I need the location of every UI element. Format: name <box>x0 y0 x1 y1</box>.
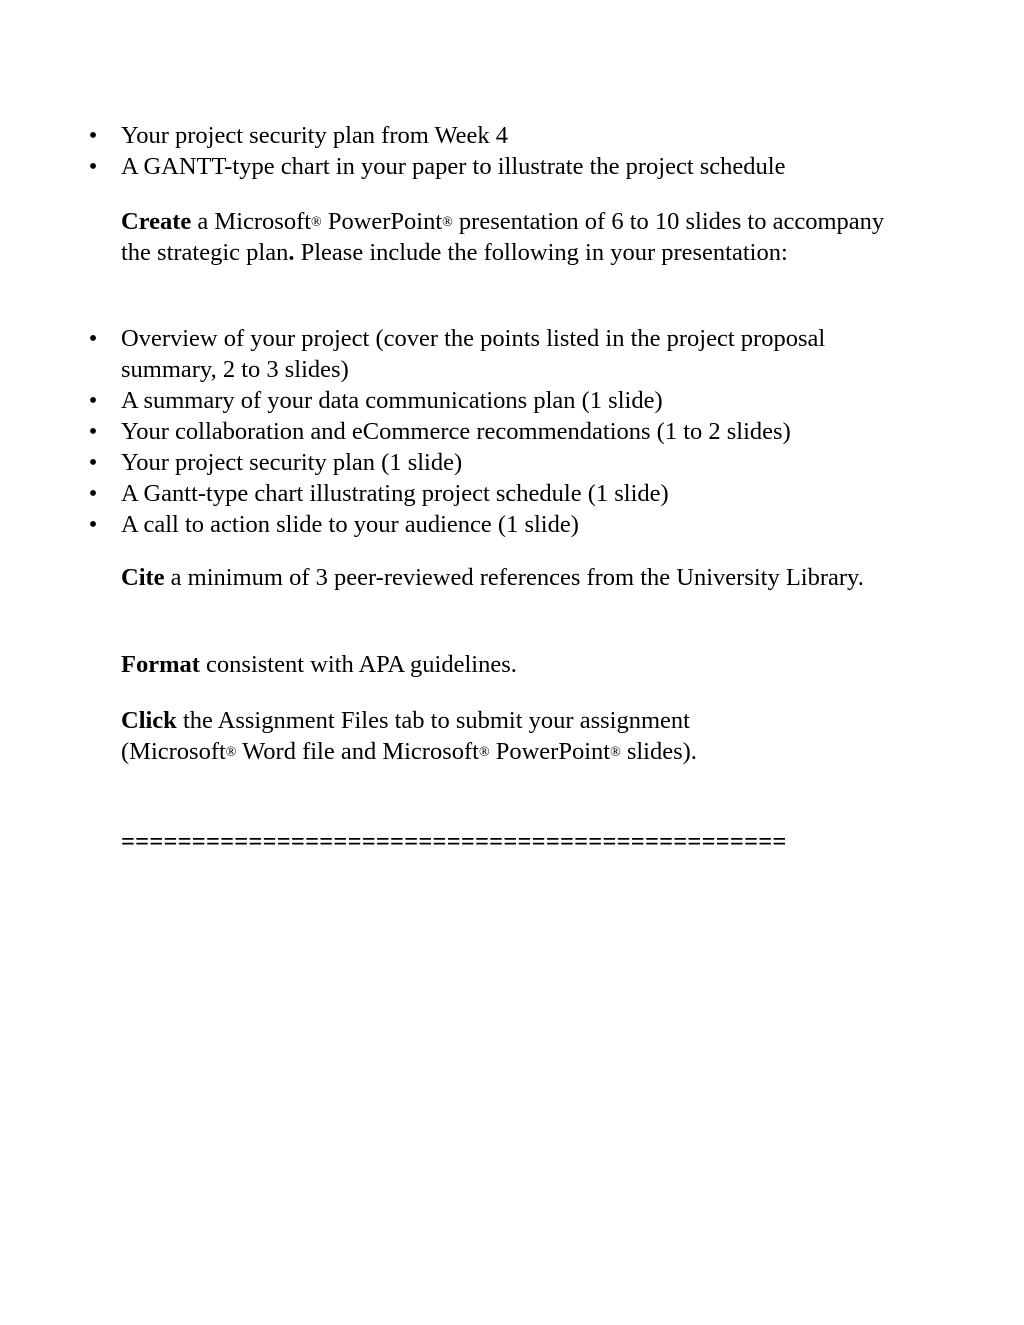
bullet-list-presentation <box>88 323 908 540</box>
bullet-icon: • <box>88 449 98 476</box>
list-item <box>88 416 908 447</box>
cite-keyword: Cite <box>121 564 165 591</box>
bullet-icon: • <box>88 480 98 507</box>
list-item <box>88 151 908 182</box>
bullet-list-deliverables <box>88 120 908 182</box>
list-item <box>88 323 908 385</box>
format-paragraph: Format consistent with APA guidelines. <box>121 651 517 678</box>
registered-mark: ® <box>225 745 237 760</box>
list-item <box>88 385 908 416</box>
bullet-icon: • <box>88 511 98 538</box>
create-paragraph: Create a Microsoft® PowerPoint® presentation of 6 to 10 slides to accompany the strategic plan. Please include the following in your presentation: <box>121 208 885 266</box>
list-item-text: A call to action slide to your audience (1 slide) <box>121 511 579 538</box>
format-keyword: Format <box>121 651 200 678</box>
cite-paragraph: Cite a minimum of 3 peer-reviewed references from the University Library. <box>121 564 864 591</box>
bullet-icon: • <box>88 325 98 352</box>
list-item-text: Overview of your project (cover the points listed in the project proposal summary, 2 to 3 slides) <box>121 325 826 383</box>
list-item <box>88 509 908 540</box>
list-item-text: Your collaboration and eCommerce recommendations (1 to 2 slides) <box>121 418 791 445</box>
bullet-icon: • <box>88 387 98 414</box>
list-item-text: Your project security plan from Week 4 <box>121 122 508 149</box>
registered-mark: ® <box>478 745 490 760</box>
list-item-text: A Gantt-type chart illustrating project schedule (1 slide) <box>121 480 669 507</box>
click-paragraph: Click the Assignment Files tab to submit your assignment (Microsoft® Word file and Microsoft® PowerPoint® slides). <box>121 707 697 765</box>
bullet-icon: • <box>88 153 98 180</box>
list-item <box>88 120 908 151</box>
registered-mark: ® <box>442 215 453 230</box>
list-item-text: A GANTT-type chart in your paper to illustrate the project schedule <box>121 153 786 180</box>
separator-line: =============================================== <box>121 828 787 855</box>
list-item <box>88 478 908 509</box>
list-item-text: A summary of your data communications plan (1 slide) <box>121 387 663 414</box>
list-item-text: Your project security plan (1 slide) <box>121 449 463 476</box>
click-keyword: Click <box>121 707 177 734</box>
registered-mark: ® <box>610 745 621 760</box>
list-item <box>88 447 908 478</box>
bullet-icon: • <box>88 418 98 445</box>
bullet-icon: • <box>88 122 98 149</box>
registered-mark: ® <box>311 215 322 230</box>
create-keyword: Create <box>121 208 192 235</box>
